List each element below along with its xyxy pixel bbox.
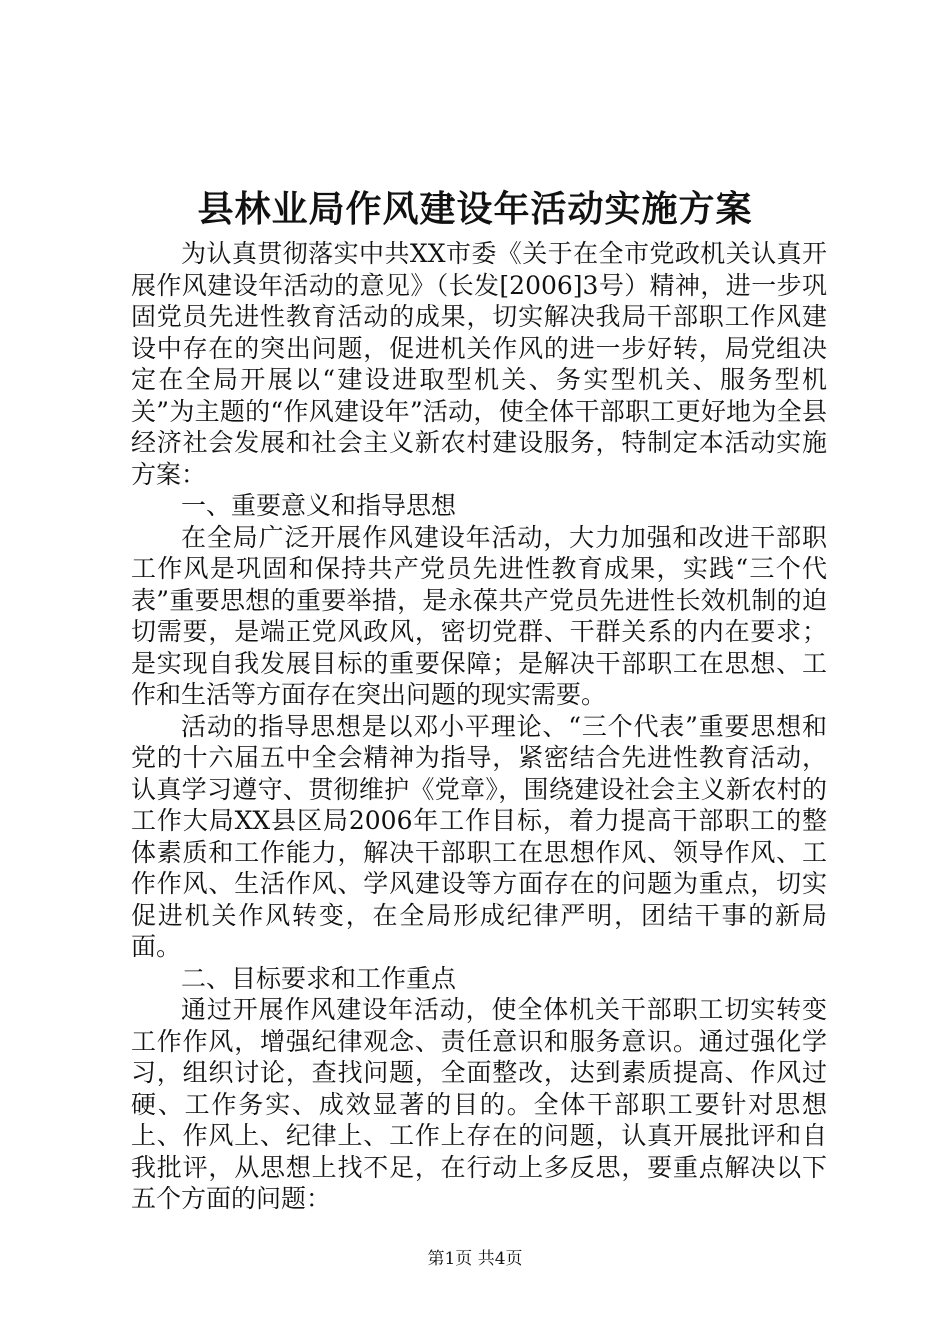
document-body [131, 238, 827, 1215]
intro-paragraph: 为认真贯彻落实中共XX市委《关于在全市党政机关认真开展作风建设年活动的意见》（长发[2006]3号）精神，进一步巩固党员先进性教育活动的成果，切实解决我局干部职工作风建设中存在的突出问题，促进机关作风的进一步好转，局党组决定在全局开展以“建设进取型机关、务实型机关、服务型机关”为主题的“作风建设年”活动，使全体干部职工更好地为全县经济社会发展和社会主义新农村建设服务，特制定本活动实施方案： [131, 239, 827, 489]
section-heading-2: 二、目标要求和工作重点 [181, 963, 457, 993]
page-number-footer: 第1页 共4页 [427, 1249, 523, 1269]
body-paragraph: 在全局广泛开展作风建设年活动，大力加强和改进干部职工作风是巩固和保持共产党员先进性教育成果，实践“三个代表”重要思想的重要举措，是永葆共产党员先进性长效机制的迫切需要，是端正党风政风，密切党群、干群关系的内在要求；是实现自我发展目标的重要保障；是解决干部职工在思想、工作和生活等方面存在突出问题的现实需要。 [131, 522, 827, 709]
document-title: 县林业局作风建设年活动实施方案 [197, 188, 753, 230]
body-paragraph: 活动的指导思想是以邓小平理论、“三个代表”重要思想和党的十六届五中全会精神为指导，紧密结合先进性教育活动，认真学习遵守、贯彻维护《党章》，围绕建设社会主义新农村的工作大局XX县区局2006年工作目标，着力提高干部职工的整体素质和工作能力，解决干部职工在思想作风、领导作风、工作作风、生活作风、学风建设等方面存在的问题为重点，切实促进机关作风转变，在全局形成纪律严明，团结干事的新局面。 [131, 711, 827, 961]
body-paragraph: 通过开展作风建设年活动，使全体机关干部职工切实转变工作作风，增强纪律观念、责任意识和服务意识。通过强化学习，组织讨论，查找问题，全面整改，达到素质提高、作风过硬、工作务实、成效显著的目的。全体干部职工要针对思想上、作风上、纪律上、工作上存在的问题，认真开展批评和自我批评，从思想上找不足，在行动上多反思，要重点解决以下五个方面的问题： [131, 995, 827, 1213]
section-heading-1: 一、重要意义和指导思想 [181, 491, 457, 520]
